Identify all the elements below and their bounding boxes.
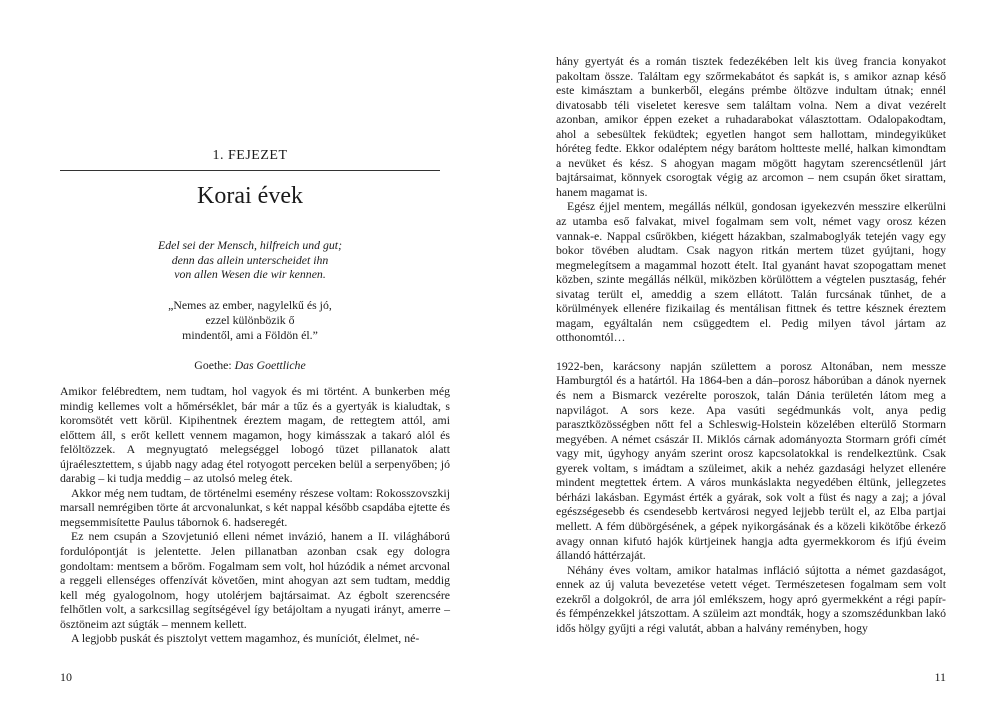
paragraph: Egész éjjel mentem, megállás nélkül, gondosan igyekezvén messzire elkerülni az utamba eső falvakat, mivel fogalmam sem volt, német vagy orosz kézen vannak-e. Nappal csűrökben, kiégett házakban, szalmaboglyák tetején vagy egy bokor tövében aludtam. Csak nagyon ritkán mertem tüzet gyújtani, hogy megmelegítsem a magammal hozott ételt. Ital gyanánt havat szopogattam menet közben, szinte megállás nélkül, miközben körülöttem a végtelen pusztaság, fehér sivatag terült el, ameddig a szem ellátott. Talán furcsának tűnhet, de a körülmények ellenére fizikailag és mentálisan fittnek és tettre késznek éreztem magam, egyáltalán nem csüggedtem el. Pedig milyen távol jártam az otthonomtól…: [556, 199, 946, 345]
epigraph-line: mindentől, ami a Földön él.”: [182, 327, 318, 342]
epigraph-line: Edel sei der Mensch, hilfreich und gut;: [157, 238, 342, 252]
paragraph: 1922-ben, karácsony napján születtem a porosz Altonában, nem messze Hamburgtól és a határtól. Ha 1864-ben a dán–porosz háborúban a dánok nyernek és nem a Bismarck vezérelte poroszok, talán Dánia területén látom meg a napvilágot. A sors keze. Apa vasúti segédmunkás volt, anya pedig parasztközösségben nőtt fel a Schleswig-Holstein közelében elterülő Stormarn megyében. A német császár II. Miklós cárnak adományozta Stormarn grófi címét vagy mit, úgyhogy anyám szerint orosz kapcsolatokkal is rendelkeztünk. Csak gyerek voltam, s imádtam a szüleimet, akik a nehéz gazdasági helyzet ellenére mindent megtettek értem. A város munkáslakta negyedében éltünk, jellegzetes bérházi lakásban. Egymást érték a gyárak, sok volt a füst és nagy a zaj; a jóval egészségesebb és csendesebb kertvárosi negyed lejjebb terült el, az Elba partjai mellett. A fém dübörgésének, a gépek nyikorgásának és a közeli kikötőbe érkező avagy onnan kifutó hajók kürtjeinek hangja adta gyermekkorom és ifjú éveim állandó háttérzaját.: [556, 358, 946, 563]
epigraph-line: ezzel különbözik ő: [205, 312, 295, 327]
epigraph-line: denn das allein unterscheidet ihn: [171, 252, 329, 267]
epigraph-german: [60, 238, 440, 282]
epigraph: [60, 238, 440, 373]
epigraph-work: Das Goettliche: [234, 358, 306, 373]
paragraph: Ez nem csupán a Szovjetunió elleni német invázió, hanem a II. világháború fordulópontját is jelentette. Jelen pillanatban azonban csak egy dologra gondoltam: mentsem a bőröm. Fogalmam sem volt, hol húzódik a német arcvonal a reggeli ellenséges offenzívát követően, mint ahogyan azt sem tudtam, meddig kell még gyalogolnom, hogy utolérjem bajtársaimat. Az égbolt szerencsére felhőtlen volt, a sarkcsillag segítségével így betájoltam a nyugati irányt, amerre – ösztöneim azt súgták – mennem kellett.: [60, 529, 450, 631]
right-page: [502, 0, 1004, 720]
chapter-title: Korai évek: [197, 183, 303, 209]
page-number-left: 10: [60, 670, 72, 684]
paragraph: A legjobb puskát és pisztolyt vettem magamhoz, és muníciót, élelmet, né-: [71, 631, 420, 646]
epigraph-source: [60, 358, 440, 373]
paragraph: Amikor felébredtem, nem tudtam, hol vagyok és mi történt. A bunkerben még mindig kellemes volt a hőmérséklet, bár már a tűz és a gyertyák is kialudtak, s koromsötét vett körül. Kipihentnek éreztem magam, de rettegtem attól, ami előttem áll, s erőt kellett vennem magamon, hogy kimásszak a takaró alól és felöltözzek. A megnyugtató melegséggel lobogó tüzet pillanatok alatt újraélesztettem, s újabb nagy adag étel rotyogott perceken belül a serpenyőben; jó darabig – ki tudja meddig – az utolsó meleg étek.: [60, 384, 450, 486]
paragraph: Akkor még nem tudtam, de történelmi esemény részese voltam: Rokosszovszkij marsall nemrégiben törte át arcvonalunkat, s két nappal később csapdába ejtette és megsemmisítette Paulus tábornok 6. hadseregét.: [60, 485, 450, 529]
right-body-text: [556, 54, 946, 635]
page-number-right: 11: [934, 670, 946, 684]
chapter-label: 1. FEJEZET: [212, 148, 288, 163]
chapter-divider: [60, 170, 440, 171]
epigraph-line: von allen Wesen die wir kennen.: [174, 267, 326, 282]
left-body-text: [60, 384, 450, 646]
epigraph-line: „Nemes az ember, nagylelkű és jó,: [168, 298, 332, 313]
epigraph-author: Goethe:: [194, 358, 232, 373]
paragraph: hány gyertyát és a román tisztek fedezékében lelt kis üveg francia konyakot pakoltam össze. Találtam egy szőrmekabátot és sapkát is, s amikor aznap késő este kimásztam a bunkerből, elegáns prémbe öltözve indultam útnak; ennél divatosabb téli viseletet keresve sem találtam volna. Nem a divat vezérelt azonban, amikor éppen ezeket a ruhadarabokat választottam. Odalopakodtam, ahol a sebesültek feküdtek; egyetlen hangot sem hallottam, mindegyiküket hóréteg fedte. Ekkor odaléptem négy barátom holtteste mellé, halkan kimondtam a nevüket és kész. S ahogyan magam mögött hagytam szerencsétlenül járt bajtársaimat, könnyek csorogtak végig az arcomon – nem csupán őket sirattam, hanem magamat is.: [556, 54, 946, 199]
epigraph-hungarian: [60, 298, 440, 342]
paragraph: Néhány éves voltam, amikor hatalmas infláció sújtotta a német gazdaságot, ennek az új valuta bevezetése vetett véget. Természetesen fogalmam sem volt ezekről a dolgokról, de arra jól emlékszem, hogy apró gyermekként a régi papír- és fémpénzekkel játszottam. A szüleim azt mondták, hogy a szomszédunkban lakó idős hölgy gyűjti a régi valutát, abban a halvány reményben, hogy: [556, 562, 946, 635]
